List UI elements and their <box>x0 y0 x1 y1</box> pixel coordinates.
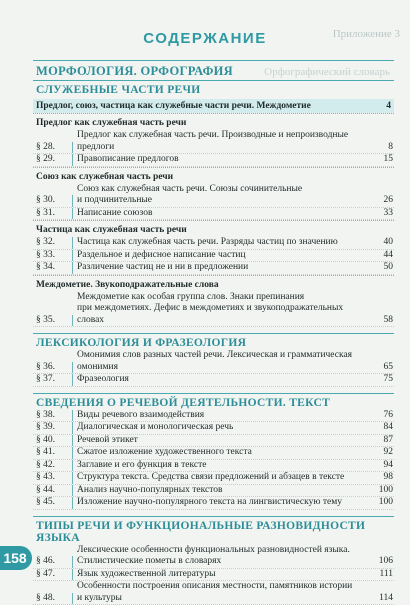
entry-title <box>73 262 369 274</box>
page-number: 158 <box>0 546 32 570</box>
entry-page: 114 <box>369 593 394 605</box>
toc-entry[interactable] <box>33 262 394 275</box>
entry-number: § 42. <box>33 460 73 472</box>
section-title: МОРФОЛОГИЯ. ОРФОГРАФИЯ <box>33 61 394 80</box>
entry-title-line: Изложение научно-популярного текста на лингвистическую тему <box>77 497 369 509</box>
entry-title <box>73 472 369 484</box>
toc-section <box>33 516 394 605</box>
entry-page: 40 <box>369 237 394 249</box>
entry-title-line: Заглавие и его функция в тексте <box>77 460 369 472</box>
entry-number: § 48. <box>33 593 73 605</box>
entry-page: 98 <box>369 472 394 484</box>
entry-title-line: и подчинительные <box>77 195 369 207</box>
entry-title-line: Диалогическая и монологическая речь <box>77 422 369 434</box>
entry-title-line: Виды речевого взаимодействия <box>77 410 369 422</box>
toc-entry[interactable] <box>33 447 394 460</box>
entry-number: § 46. <box>33 556 73 568</box>
toc-entry[interactable] <box>33 485 394 498</box>
toc-entry[interactable] <box>33 350 394 374</box>
toc-entry[interactable] <box>33 460 394 473</box>
entry-title-line: Раздельное и дефисное написание частиц <box>77 250 369 262</box>
entry-title-line: Структура текста. Средства связи предложений и абзацев в тексте <box>77 472 369 484</box>
entry-title-line: и культуры <box>77 593 369 605</box>
group-heading: Частица как служебная часть речи <box>33 221 394 237</box>
entry-title-line: Частица как служебная часть речи. Разряды частиц по значению <box>77 237 369 249</box>
entry-number: § 39. <box>33 422 73 434</box>
entry-title <box>73 435 369 447</box>
entry-title-line: Предлог как служебная часть речи. Производные и непроизводные <box>77 130 369 142</box>
topic-bar[interactable] <box>33 99 394 113</box>
entry-title-line: Анализ научно-популярных текстов <box>77 485 369 497</box>
entry-page: 92 <box>369 447 394 459</box>
entry-title <box>73 154 369 166</box>
entry-title <box>73 581 369 604</box>
entry-page: 26 <box>369 195 394 207</box>
toc-entry[interactable] <box>33 569 394 582</box>
toc-section <box>33 60 394 327</box>
entry-title <box>73 184 369 207</box>
entry-title <box>73 374 369 386</box>
toc-group <box>33 275 394 328</box>
table-of-contents <box>33 60 394 605</box>
toc-section <box>33 393 394 510</box>
entry-page: 15 <box>369 154 394 166</box>
entry-title-line: Фразеология <box>77 374 369 386</box>
toc-entry[interactable] <box>33 250 394 263</box>
entry-number: § 45. <box>33 497 73 509</box>
page-title: СОДЕРЖАНИЕ <box>0 30 410 47</box>
entry-title <box>73 350 369 373</box>
entry-page: 75 <box>369 374 394 386</box>
entry-page: 94 <box>369 460 394 472</box>
entry-page: 33 <box>369 208 394 220</box>
toc-group <box>33 167 394 221</box>
entry-title <box>73 460 369 472</box>
toc-section <box>33 333 394 387</box>
entry-title-line: предлоги <box>77 142 369 154</box>
toc-entry[interactable] <box>33 410 394 423</box>
entry-title <box>73 237 369 249</box>
section-title: ЛЕКСИКОЛОГИЯ И ФРАЗЕОЛОГИЯ <box>33 334 394 350</box>
group-heading: Междометие. Звукоподражательные слова <box>33 276 394 292</box>
entry-title <box>73 130 369 153</box>
toc-group <box>33 113 394 167</box>
toc-entry[interactable] <box>33 208 394 221</box>
entry-title <box>73 422 369 434</box>
toc-entry[interactable] <box>33 237 394 250</box>
entry-page: 50 <box>369 262 394 274</box>
entry-title-line: Междометие как особая группа слов. Знаки препинания <box>77 292 369 304</box>
entry-title-line: Омонимия слов разных частей речи. Лексическая и грамматическая <box>77 350 369 362</box>
entry-number: § 38. <box>33 410 73 422</box>
entry-page: 65 <box>369 362 394 374</box>
entry-title <box>73 569 369 581</box>
entry-title-line: Стилистические пометы в словарях <box>77 556 369 568</box>
entry-page: 44 <box>369 250 394 262</box>
topic-bar-title: Предлог, союз, частица как служебные части речи. Междометие <box>36 100 311 112</box>
entry-page: 58 <box>369 315 394 327</box>
entry-page: 84 <box>369 422 394 434</box>
entry-title-line: Правописание предлогов <box>77 154 369 166</box>
entry-page: 100 <box>369 485 394 497</box>
entry-title <box>73 497 369 509</box>
entry-number: § 47. <box>33 569 73 581</box>
entry-title-line: Особенности построения описания местности, памятников истории <box>77 581 369 593</box>
subsection-title: СЛУЖЕБНЫЕ ЧАСТИ РЕЧИ <box>33 80 394 97</box>
topic-bar-page: 4 <box>386 100 391 112</box>
section-title: ТИПЫ РЕЧИ И ФУНКЦИОНАЛЬНЫЕ РАЗНОВИДНОСТИ ЯЗЫКА <box>33 517 394 545</box>
toc-entry[interactable] <box>33 435 394 448</box>
entry-title-line: Речевой этикет <box>77 435 369 447</box>
entry-number: § 35. <box>33 315 73 327</box>
entry-page: 111 <box>369 569 394 581</box>
entry-title <box>73 447 369 459</box>
entry-number: § 29. <box>33 154 73 166</box>
entry-number: § 43. <box>33 472 73 484</box>
entry-title-line: омонимия <box>77 362 369 374</box>
entry-number: § 34. <box>33 262 73 274</box>
toc-entry[interactable] <box>33 154 394 167</box>
entry-title-line: Лексические особенности функциональных разновидностей языка. <box>77 545 369 557</box>
entry-title <box>73 545 369 568</box>
entry-page: 100 <box>369 497 394 509</box>
toc-entry[interactable] <box>33 472 394 485</box>
entry-title <box>73 410 369 422</box>
entry-number: § 44. <box>33 485 73 497</box>
entry-title-line: словах <box>77 315 369 327</box>
toc-entry[interactable] <box>33 184 394 208</box>
toc-entry[interactable] <box>33 581 394 605</box>
entry-number: § 28. <box>33 142 73 154</box>
entry-title <box>73 208 369 220</box>
toc-entry[interactable] <box>33 497 394 510</box>
entry-number: § 40. <box>33 435 73 447</box>
entry-page: 87 <box>369 435 394 447</box>
show-through-text: Приложение 3 <box>333 28 400 40</box>
entry-number: § 33. <box>33 250 73 262</box>
entry-number: § 32. <box>33 237 73 249</box>
entry-title <box>73 292 369 327</box>
toc-group <box>33 220 394 275</box>
toc-entry[interactable] <box>33 422 394 435</box>
toc-entry[interactable] <box>33 292 394 328</box>
toc-entry[interactable] <box>33 374 394 387</box>
entry-title <box>73 250 369 262</box>
entry-number: § 37. <box>33 374 73 386</box>
show-through-text: Орфографический словарь <box>264 66 390 78</box>
entry-number: § 31. <box>33 208 73 220</box>
toc-entry[interactable] <box>33 130 394 154</box>
entry-title-line: Написание союзов <box>77 208 369 220</box>
entry-number: § 41. <box>33 447 73 459</box>
entry-page: 76 <box>369 410 394 422</box>
entry-title-line: Союз как служебная часть речи. Союзы сочинительные <box>77 184 369 196</box>
entry-title <box>73 485 369 497</box>
entry-number: § 36. <box>33 362 73 374</box>
section-title: СВЕДЕНИЯ О РЕЧЕВОЙ ДЕЯТЕЛЬНОСТИ. ТЕКСТ <box>33 394 394 410</box>
entry-title-line: Язык художественной литературы <box>77 569 369 581</box>
entry-title-line: Различение частиц не и ни в предложении <box>77 262 369 274</box>
toc-entry[interactable] <box>33 545 394 569</box>
entry-title-line: при междометиях. Дефис в междометиях и звукоподражательных <box>77 303 369 315</box>
entry-title-line: Сжатое изложение художественного текста <box>77 447 369 459</box>
entry-page: 8 <box>369 142 394 154</box>
entry-number: § 30. <box>33 195 73 207</box>
group-heading: Союз как служебная часть речи <box>33 168 394 184</box>
group-heading: Предлог как служебная часть речи <box>33 114 394 130</box>
entry-page: 106 <box>369 556 394 568</box>
